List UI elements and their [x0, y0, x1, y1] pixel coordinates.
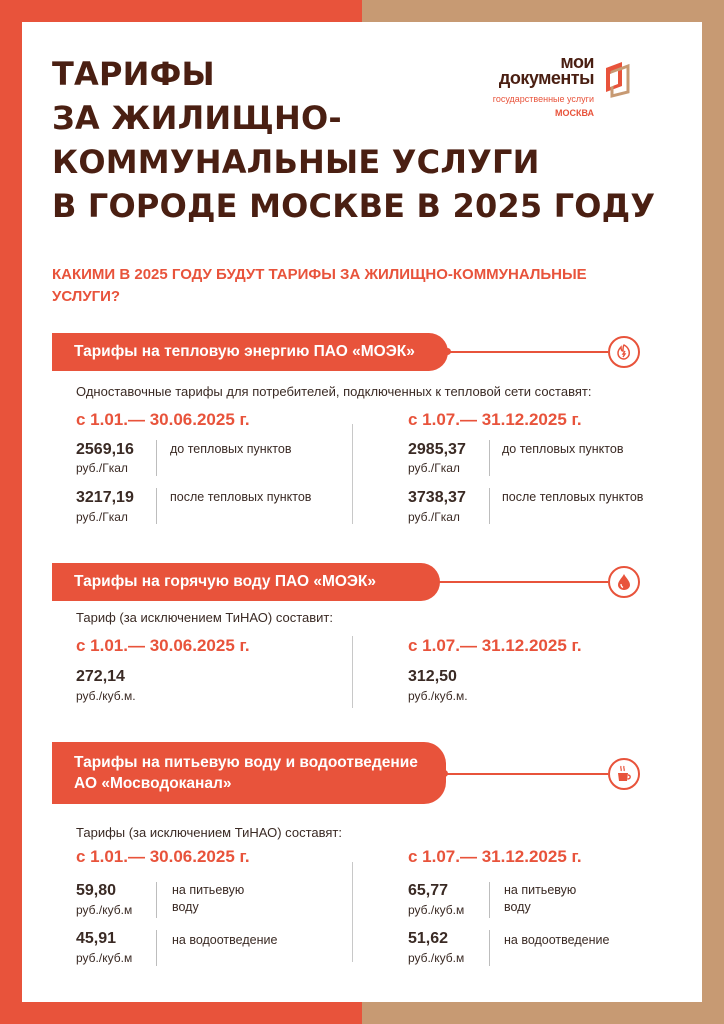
- tariff-description: до тепловых пунктов: [170, 442, 292, 456]
- connector-line: [444, 773, 608, 775]
- title-line: ЗА ЖИЛИЩНО-: [52, 99, 342, 137]
- column-divider: [352, 636, 353, 708]
- item-divider: [489, 882, 490, 918]
- section-heading-hot-water: [52, 563, 440, 601]
- tariff-description: на питьевую воду: [172, 883, 245, 914]
- tariff-value: 3217,19: [76, 489, 134, 506]
- column-divider: [352, 424, 353, 524]
- tariff-unit: руб./куб.м.: [408, 689, 468, 703]
- period-label: с 1.01.— 30.06.2025 г.: [76, 636, 250, 655]
- tariff-value: 272,14: [76, 668, 125, 685]
- tariff-value: 312,50: [408, 668, 457, 685]
- period-label: с 1.07.— 31.12.2025 г.: [408, 636, 582, 655]
- period-label: с 1.07.— 31.12.2025 г.: [408, 410, 582, 429]
- flame-lightning-icon: [608, 336, 640, 368]
- period-label: с 1.07.— 31.12.2025 г.: [408, 847, 582, 866]
- connector-line: [438, 581, 608, 583]
- tariff-value: 51,62: [408, 930, 449, 947]
- tariff-unit: руб./куб.м: [76, 903, 133, 917]
- tariff-value: 2569,16: [76, 441, 134, 458]
- logo-subtitle: государственные услуги: [492, 94, 594, 104]
- tariff-unit: руб./Гкал: [408, 510, 460, 524]
- tariff-description: на водоотведение: [172, 933, 278, 947]
- tariff-value: 2985,37: [408, 441, 466, 458]
- section-heading-text: Тарифы на тепловую энергию ПАО «МОЭК»: [74, 343, 415, 360]
- tariff-value: 59,80: [76, 882, 117, 899]
- section-intro: Тарифы (за исключением ТиНАО) составят:: [76, 825, 342, 840]
- tariff-value: 45,91: [76, 930, 117, 947]
- section-intro: Одноставочные тарифы для потребителей, подключенных к тепловой сети составят:: [76, 384, 592, 399]
- tariff-description: после тепловых пунктов: [170, 490, 312, 504]
- period-label: с 1.01.— 30.06.2025 г.: [76, 847, 250, 866]
- section-heading-drinking-water: [52, 742, 446, 804]
- item-divider: [156, 488, 157, 524]
- column-divider: [352, 862, 353, 962]
- tariff-description: после тепловых пунктов: [502, 490, 644, 504]
- item-divider: [156, 440, 157, 476]
- tariff-description: на питьевую воду: [504, 883, 577, 914]
- connector-dot: [441, 770, 448, 777]
- logo-mark-icon: [600, 60, 632, 98]
- connector-line: [446, 351, 608, 353]
- logo-moi: мои: [560, 52, 594, 72]
- logo-documents: документы: [498, 68, 594, 88]
- item-divider: [489, 488, 490, 524]
- title-line: ТАРИФЫ: [52, 55, 215, 93]
- tariff-unit: руб./куб.м.: [76, 689, 136, 703]
- tariff-description: до тепловых пунктов: [502, 442, 624, 456]
- section-heading-text: Тарифы на питьевую воду и водоотведение: [74, 754, 418, 771]
- tariff-value: 65,77: [408, 882, 449, 899]
- tariff-unit: руб./куб.м: [76, 951, 133, 965]
- section-heading-text: Тарифы на горячую воду ПАО «МОЭК»: [74, 573, 377, 590]
- tariff-unit: руб./Гкал: [76, 461, 128, 475]
- item-divider: [156, 930, 157, 966]
- tariff-description: на водоотведение: [504, 933, 610, 947]
- tariff-unit: руб./Гкал: [408, 461, 460, 475]
- section-heading-heat: [52, 333, 448, 371]
- tariff-unit: руб./куб.м: [408, 951, 465, 965]
- question-heading: КАКИМИ В 2025 ГОДУ БУДУТ ТАРИФЫ ЗА ЖИЛИЩНО-КОММУНАЛЬНЫЕ УСЛУГИ?: [52, 266, 587, 305]
- item-divider: [489, 930, 490, 966]
- logo-city: МОСКВА: [554, 108, 594, 118]
- tariff-value: 3738,37: [408, 489, 466, 506]
- section-intro: Тариф (за исключением ТиНАО) составит:: [76, 610, 333, 625]
- title-line: КОММУНАЛЬНЫЕ УСЛУГИ: [52, 143, 540, 181]
- water-drop-icon: [608, 566, 640, 598]
- period-label: с 1.01.— 30.06.2025 г.: [76, 410, 250, 429]
- title-line: В ГОРОДЕ МОСКВЕ В 2025 ГОДУ: [52, 187, 656, 225]
- hot-cup-icon: [608, 758, 640, 790]
- section-heading-text: АО «Мосводоканал»: [74, 775, 232, 792]
- tariff-unit: руб./куб.м: [408, 903, 465, 917]
- item-divider: [156, 882, 157, 918]
- tariff-unit: руб./Гкал: [76, 510, 128, 524]
- item-divider: [489, 440, 490, 476]
- connector-dot: [444, 348, 451, 355]
- moi-dokumenty-logo: [474, 50, 634, 150]
